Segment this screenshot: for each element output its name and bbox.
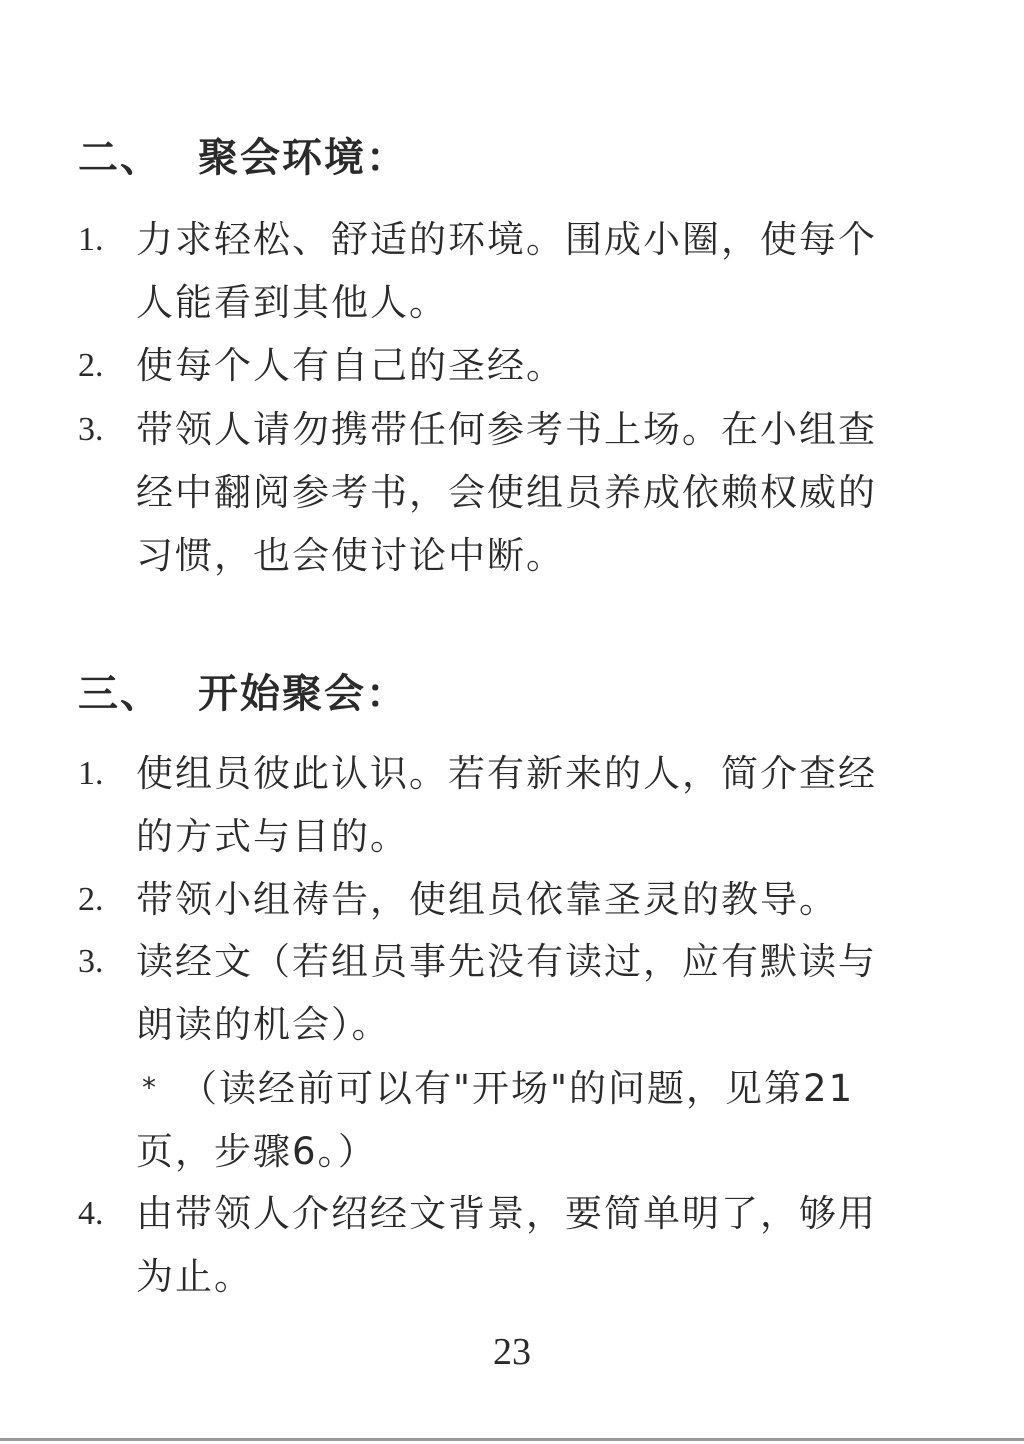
list-item	[78, 742, 908, 868]
list-item	[78, 1182, 908, 1308]
list-item-text: 力求轻松、舒适的环境。围成小圈，使每个人能看到其他人。	[136, 218, 877, 324]
list-item	[78, 208, 908, 334]
list-item-text: 带领人请勿携带任何参考书上场。在小组查经中翻阅参考书，会使组员养成依赖权威的习惯，也会使讨论中断。	[136, 408, 877, 577]
list-item-index: 2.	[78, 347, 104, 384]
asterisk-marker: *	[142, 1071, 158, 1104]
list-item-index: 2.	[78, 881, 104, 918]
list-item-index: 3.	[78, 411, 104, 448]
section-number: 二、	[78, 135, 162, 181]
section-number: 三、	[78, 671, 162, 717]
list-item	[78, 334, 908, 397]
list-item-index: 1.	[78, 755, 104, 792]
list-item	[78, 868, 908, 931]
section-heading-environment	[78, 126, 408, 183]
section-title: 开始聚会：	[198, 671, 408, 717]
list-item-index: 4.	[78, 1195, 104, 1232]
section-title: 聚会环境：	[198, 135, 408, 181]
list-item-text: 由带领人介绍经文背景，要简单明了，够用为止。	[136, 1192, 877, 1298]
page-number: 23	[493, 1331, 531, 1373]
note-text: （读经前可以有"开场"的问题，见第21页，步骤6。）	[136, 1067, 855, 1173]
list-item-text: 读经文（若组员事先没有读过，应有默读与朗读的机会）。	[136, 940, 877, 1046]
list-item	[78, 930, 908, 1056]
bottom-edge-rule	[0, 1438, 1024, 1441]
list-item-text: 使每个人有自己的圣经。	[136, 344, 565, 387]
list-item-text: 带领小组祷告，使组员依靠圣灵的教导。	[136, 878, 838, 921]
list-item-index: 3.	[78, 943, 104, 980]
list-item-text: 使组员彼此认识。若有新来的人，简介查经的方式与目的。	[136, 752, 877, 858]
list-item-index: 1.	[78, 221, 104, 258]
reading-note	[136, 1056, 896, 1183]
list-item	[78, 398, 908, 587]
section-heading-start-meeting	[78, 662, 408, 719]
